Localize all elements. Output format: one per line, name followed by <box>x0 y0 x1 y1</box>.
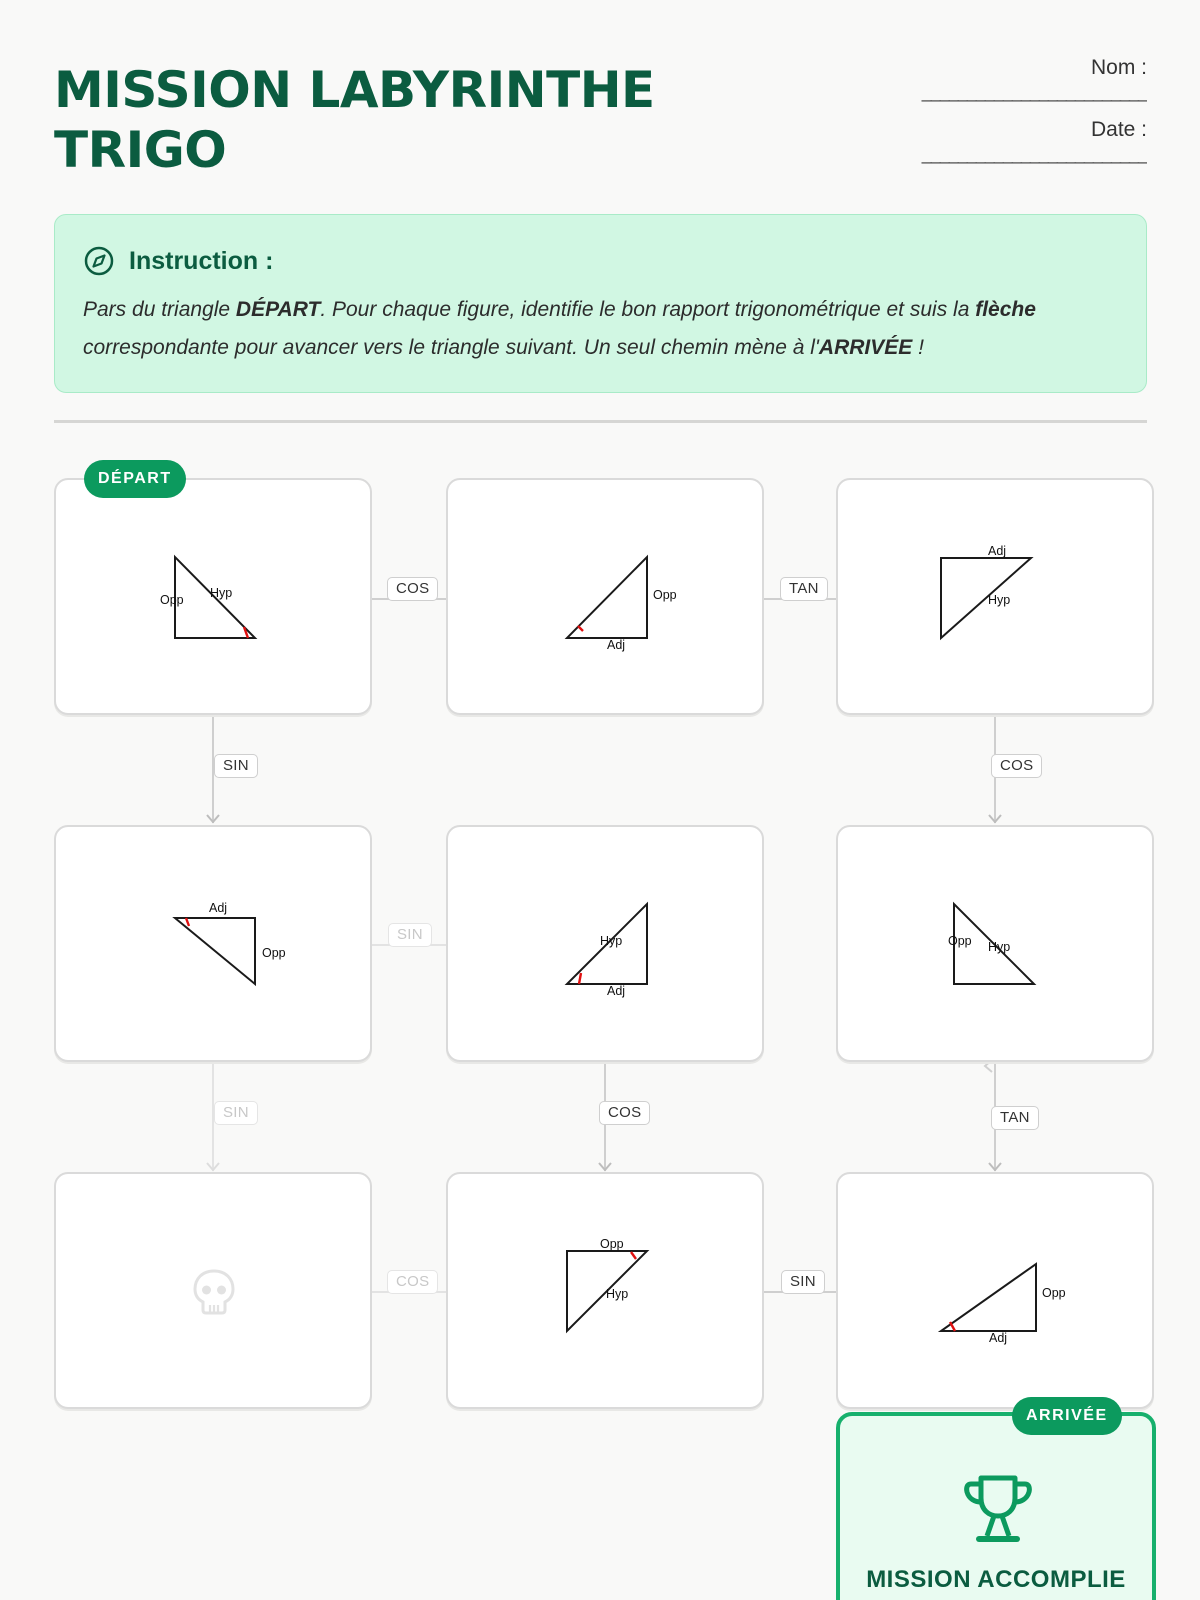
instruction-header <box>83 243 1118 279</box>
maze-cell-a1[interactable] <box>54 478 372 715</box>
label-opp: Opp <box>653 588 677 602</box>
skull-icon <box>192 1268 236 1318</box>
compass-icon <box>83 245 115 277</box>
tag-b1-c1: SIN <box>214 1101 258 1125</box>
label-opp: Opp <box>262 946 286 960</box>
date-label: Date : <box>1090 118 1147 141</box>
instruction-bold-arrow: flèche <box>975 298 1036 321</box>
maze-cell-c3[interactable] <box>836 1172 1154 1409</box>
maze-cell-a2[interactable] <box>446 478 764 715</box>
tag-c2-c1: COS <box>387 1270 438 1294</box>
date-line: _________________________ <box>921 144 1147 164</box>
maze-cell-c1-dead-end[interactable] <box>54 1172 372 1409</box>
triangle-figure <box>838 480 1152 713</box>
student-fields <box>837 56 1147 180</box>
instruction-box <box>54 214 1147 393</box>
instruction-bold-finish: ARRIVÉE <box>818 336 913 359</box>
maze-cell-b3[interactable] <box>836 825 1154 1062</box>
triangle-figure <box>448 827 762 1060</box>
name-label: Nom : <box>1090 56 1147 79</box>
tag-b2-c2: COS <box>599 1101 650 1125</box>
instruction-text-3: correspondante pour avancer vers le triangle suivant. Un seul chemin mène à l' <box>83 336 819 359</box>
label-opp: Opp <box>600 1237 624 1251</box>
divider <box>54 420 1147 423</box>
label-adj: Adj <box>607 984 626 998</box>
label-hyp: Hyp <box>606 1287 629 1301</box>
instruction-bold-start: DÉPART <box>235 298 321 321</box>
label-adj: Adj <box>209 901 228 915</box>
label-adj: Adj <box>607 638 626 652</box>
finish-card[interactable] <box>836 1412 1156 1600</box>
label-adj: Adj <box>989 1331 1008 1345</box>
triangle-figure <box>448 480 762 713</box>
label-hyp: Hyp <box>988 593 1011 607</box>
triangle-figure <box>56 480 370 713</box>
triangle-figure <box>838 827 1152 1060</box>
label-adj: Adj <box>988 544 1007 558</box>
triangle-figure <box>56 827 370 1060</box>
finish-text: MISSION ACCOMPLIE <box>866 1566 1126 1593</box>
finish-badge: ARRIVÉE <box>1012 1397 1122 1435</box>
date-field[interactable] <box>837 118 1147 180</box>
label-hyp: Hyp <box>988 940 1011 954</box>
maze-cell-c2[interactable] <box>446 1172 764 1409</box>
label-hyp: Hyp <box>210 586 233 600</box>
name-line: _________________________ <box>921 82 1147 102</box>
name-field[interactable] <box>837 56 1147 118</box>
triangle-figure <box>448 1174 762 1407</box>
tag-a1-a2: COS <box>387 577 438 601</box>
trophy-icon <box>961 1472 1035 1546</box>
start-badge: DÉPART <box>84 460 186 498</box>
instruction-text-1: Pars du triangle <box>83 298 236 321</box>
label-opp: Opp <box>1042 1286 1066 1300</box>
tag-b2-b1: SIN <box>388 923 432 947</box>
tag-c2-c3: SIN <box>781 1270 825 1294</box>
instruction-text <box>83 291 1118 367</box>
tag-a1-b1: SIN <box>214 754 258 778</box>
tag-c3-b3: TAN <box>991 1106 1039 1130</box>
maze-cell-b2[interactable] <box>446 825 764 1062</box>
maze-cell-a3[interactable] <box>836 478 1154 715</box>
instruction-text-4: ! <box>912 336 924 359</box>
instruction-text-2: . Pour chaque figure, identifie le bon rapport trigonométrique et suis la <box>320 298 976 321</box>
label-opp: Opp <box>948 934 972 948</box>
tag-a3-b3: COS <box>991 754 1042 778</box>
maze-cell-b1[interactable] <box>54 825 372 1062</box>
instruction-title: Instruction : <box>129 246 274 275</box>
label-hyp: Hyp <box>600 934 623 948</box>
page-title: MISSION LABYRINTHE TRIGO <box>54 61 655 179</box>
triangle-figure <box>838 1174 1152 1407</box>
label-opp: Opp <box>160 593 184 607</box>
tag-a2-a3: TAN <box>780 577 828 601</box>
